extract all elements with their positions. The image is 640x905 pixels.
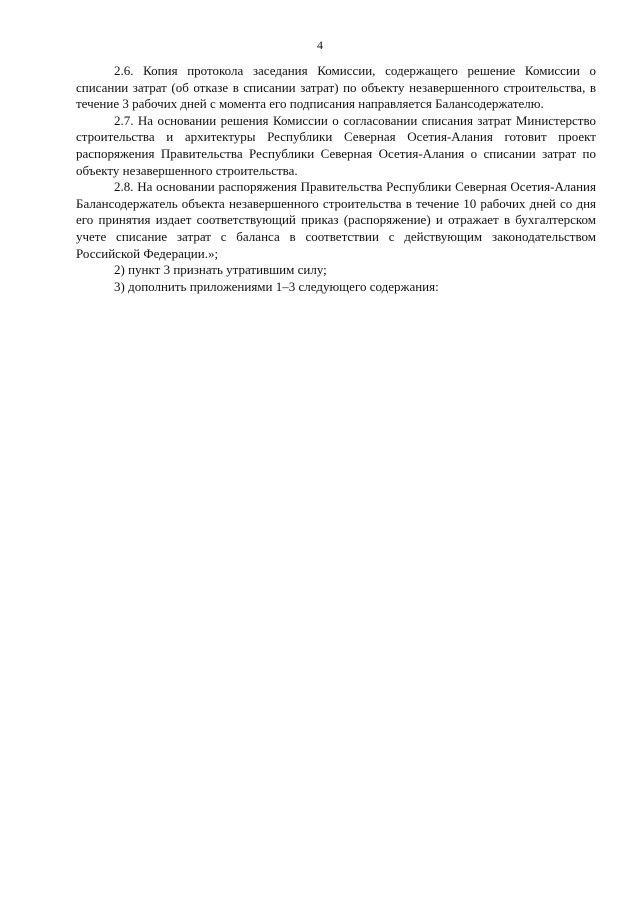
page-number: 4 bbox=[317, 38, 323, 52]
paragraph-item-2: 2) пункт 3 признать утратившим силу; bbox=[114, 262, 327, 278]
paragraph-item-3: 3) дополнить приложениями 1–3 следующего содержания: bbox=[114, 278, 439, 294]
document-body bbox=[76, 63, 596, 295]
paragraph-2-7: 2.7. На основании решения Комиссии о согласовании списания затрат Министерство строительства и архитектуры Республики Северная Осетия-Алания готовит проект распоряжения Правительства Республики Северная Осетия-Алания о списании затрат по объекту незавершенного строительства. bbox=[76, 112, 596, 178]
paragraph-2-6: 2.6. Копия протокола заседания Комиссии, содержащего решение Комиссии о списании затрат (об отказе в списании затрат) по объекту незавершенного строительства, в течение 3 рабочих дней с момента его подписания направляется Балансодержателю. bbox=[76, 63, 596, 112]
paragraph-2-8: 2.8. На основании распоряжения Правительства Республики Северная Осетия-Алания Балансодержатель объекта незавершенного строительства в течение 10 рабочих дней со дня его принятия издает соответствующий приказ (распоряжение) и отражает в бухгалтерском учете списание затрат с баланса в соответствии с действующим законодательством Российской Федерации.»; bbox=[76, 179, 596, 261]
